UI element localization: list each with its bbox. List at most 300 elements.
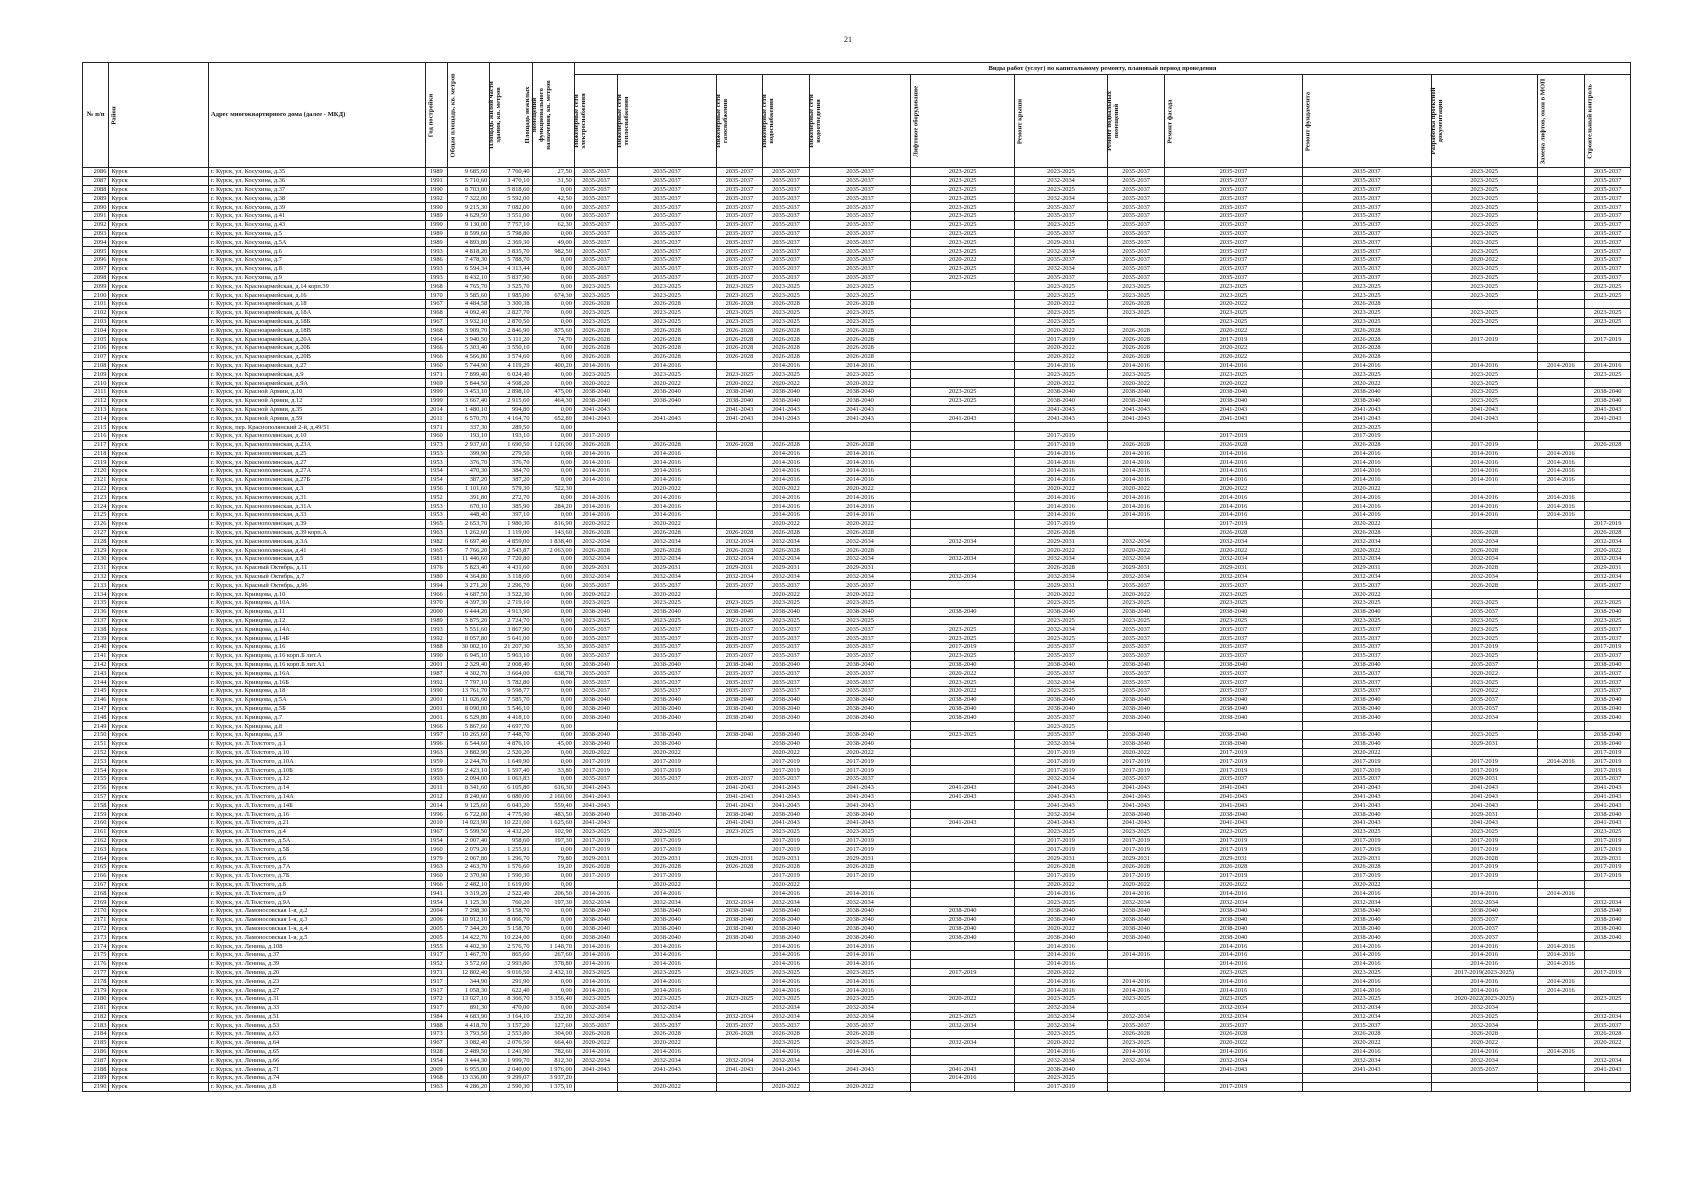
- table-cell: 2020-2022: [1165, 880, 1303, 889]
- table-cell: 2035-2037: [1108, 211, 1165, 220]
- table-cell: 2038-2040: [763, 915, 810, 924]
- table-cell: 2014-2016: [1108, 1047, 1165, 1056]
- table-cell: [1165, 722, 1303, 731]
- table-cell: 2014-2016: [574, 361, 617, 370]
- table-cell: 2041-2043: [809, 801, 911, 810]
- table-cell: 2041-2043: [1431, 783, 1537, 792]
- table-cell: 2035-2037: [618, 774, 716, 783]
- table-cell: Курск: [109, 854, 208, 863]
- table-cell: Курск: [109, 264, 208, 273]
- table-cell: 2014-2016: [1537, 502, 1585, 511]
- table-cell: г. Курск, ул. Краснополянская, д.31: [208, 493, 425, 502]
- table-cell: 2014-2016: [618, 467, 716, 476]
- table-cell: г. Курск, ул. Косухина, д.9: [208, 273, 425, 282]
- table-cell: Курск: [109, 915, 208, 924]
- table-cell: [1537, 572, 1585, 581]
- table-cell: Курск: [109, 1021, 208, 1030]
- table-cell: 2026-2028: [763, 335, 810, 344]
- table-cell: 2035-2037: [1585, 203, 1631, 212]
- table-cell: Курск: [109, 942, 208, 951]
- table-cell: 6 024,40: [490, 370, 532, 379]
- table-cell: 2035-2037: [1014, 713, 1107, 722]
- table-cell: 8 066,70: [490, 915, 532, 924]
- table-cell: 2038-2040: [1014, 915, 1107, 924]
- table-cell: 3 875,20: [447, 616, 489, 625]
- table-cell: 2017-2019: [1431, 440, 1537, 449]
- table-cell: 2 482,10: [447, 880, 489, 889]
- table-cell: [716, 757, 763, 766]
- table-cell: 891,30: [447, 1003, 489, 1012]
- table-cell: 2038-2040: [1014, 906, 1107, 915]
- table-cell: Курск: [109, 827, 208, 836]
- table-cell: 2038-2040: [618, 933, 716, 942]
- table-cell: 2035-2037: [618, 238, 716, 247]
- table-cell: 2035-2037: [716, 176, 763, 185]
- table-cell: 2014-2016: [574, 467, 617, 476]
- table-cell: 2035-2037: [618, 194, 716, 203]
- table-cell: 2035-2037: [716, 1021, 763, 1030]
- table-cell: 0,00: [532, 264, 574, 273]
- table-cell: 2023-2025: [618, 968, 716, 977]
- table-cell: 2014-2016: [1431, 511, 1537, 520]
- table-cell: [1537, 1074, 1585, 1083]
- table-cell: 2 993,80: [490, 959, 532, 968]
- table-cell: 2035-2037: [618, 643, 716, 652]
- table-cell: 2023-2025: [574, 291, 617, 300]
- table-cell: 2035-2037: [574, 625, 617, 634]
- table-cell: 2023-2025: [763, 291, 810, 300]
- table-cell: 2 543,87: [490, 546, 532, 555]
- table-cell: 2035-2037: [1302, 185, 1431, 194]
- table-cell: 2035-2037: [1108, 220, 1165, 229]
- table-cell: 0,00: [532, 352, 574, 361]
- table-cell: Курск: [109, 616, 208, 625]
- table-cell: 2035-2037: [763, 643, 810, 652]
- table-cell: 2035-2037: [1302, 651, 1431, 660]
- table-cell: 2020-2022: [763, 484, 810, 493]
- table-row: [83, 361, 1631, 370]
- table-row: [83, 959, 1631, 968]
- table-cell: 2014-2016: [618, 449, 716, 458]
- table-cell: 2023-2025: [1302, 827, 1431, 836]
- table-cell: [911, 405, 1015, 414]
- table-cell: 2032-2034: [763, 555, 810, 564]
- table-cell: 2035-2037: [1302, 678, 1431, 687]
- table-cell: 2026-2028: [763, 1030, 810, 1039]
- table-cell: 2026-2028: [1431, 581, 1537, 590]
- table-cell: 2026-2028: [763, 440, 810, 449]
- table-cell: 2168: [83, 889, 109, 898]
- table-cell: 2035-2037: [1014, 211, 1107, 220]
- table-cell: 2026-2028: [763, 528, 810, 537]
- table-cell: 2026-2028: [1302, 299, 1431, 308]
- table-cell: 2035-2037: [618, 220, 716, 229]
- table-cell: 0,00: [532, 757, 574, 766]
- table-cell: 2020-2022: [1014, 299, 1107, 308]
- table-cell: 2035-2037: [763, 176, 810, 185]
- table-cell: [911, 484, 1015, 493]
- table-cell: 2181: [83, 1003, 109, 1012]
- table-cell: 2035-2037: [809, 678, 911, 687]
- table-cell: г. Курск, ул. Косухина, д.35: [208, 168, 425, 177]
- table-cell: 2026-2028: [1302, 528, 1431, 537]
- table-cell: 2035-2037: [574, 220, 617, 229]
- table-cell: 1953: [425, 511, 447, 520]
- table-cell: 4 765,70: [447, 282, 489, 291]
- table-cell: 2014-2016: [1165, 475, 1303, 484]
- table-cell: 2032-2034: [1585, 572, 1631, 581]
- table-cell: 2038-2040: [809, 933, 911, 942]
- table-cell: 2038-2040: [1108, 387, 1165, 396]
- table-cell: [1108, 317, 1165, 326]
- table-cell: 2175: [83, 950, 109, 959]
- table-cell: 2014-2016: [911, 1074, 1015, 1083]
- table-cell: 1965: [425, 546, 447, 555]
- table-cell: 2020-2022: [574, 519, 617, 528]
- table-cell: 2041-2043: [911, 818, 1015, 827]
- table-row: [83, 220, 1631, 229]
- table-cell: 2035-2037: [1165, 273, 1303, 282]
- table-cell: 337,30: [447, 423, 489, 432]
- table-cell: 2038-2040: [1302, 660, 1431, 669]
- table-cell: 2176: [83, 959, 109, 968]
- col-header-work-0: Инженерные сети электроснабжения: [574, 75, 617, 168]
- table-cell: [574, 880, 617, 889]
- table-row: [83, 625, 1631, 634]
- table-cell: Курск: [109, 590, 208, 599]
- table-cell: 2026-2028: [1165, 1030, 1303, 1039]
- table-cell: 5 963,10: [490, 651, 532, 660]
- table-row: [83, 326, 1631, 335]
- table-cell: 2020-2022: [618, 590, 716, 599]
- table-cell: 2035-2037: [763, 194, 810, 203]
- table-cell: г. Курск, ул. Косухина, д.6: [208, 247, 425, 256]
- table-cell: 2020-2022: [1165, 326, 1303, 335]
- table-cell: 2035-2037: [1165, 220, 1303, 229]
- table-cell: 2032-2034: [763, 1056, 810, 1065]
- table-cell: 2014-2016: [1537, 493, 1585, 502]
- table-cell: 2023-2025: [1165, 616, 1303, 625]
- table-cell: 2023-2025: [1165, 291, 1303, 300]
- table-cell: 2035-2037: [763, 220, 810, 229]
- table-cell: 2032-2034: [1108, 1056, 1165, 1065]
- table-cell: 2111: [83, 387, 109, 396]
- table-cell: 2026-2028: [618, 862, 716, 871]
- table-cell: 2032-2034: [618, 1056, 716, 1065]
- table-cell: 2035-2037: [1302, 176, 1431, 185]
- col-header-address: Адрес многоквартирного дома (далее - МКД): [208, 63, 425, 168]
- table-cell: 2035-2037: [1302, 247, 1431, 256]
- table-cell: г. Курск, ул. Красноармейская, д.18Б: [208, 317, 425, 326]
- table-cell: 2035-2037: [763, 1021, 810, 1030]
- table-cell: 2032-2034: [1302, 898, 1431, 907]
- table-row: [83, 660, 1631, 669]
- table-cell: 2014-2016: [574, 889, 617, 898]
- table-cell: Курск: [109, 528, 208, 537]
- table-cell: [716, 519, 763, 528]
- table-cell: 2038-2040: [618, 607, 716, 616]
- table-cell: [1537, 546, 1585, 555]
- table-row: [83, 467, 1631, 476]
- table-cell: 875,60: [532, 326, 574, 335]
- table-cell: 2014-2016: [1431, 942, 1537, 951]
- table-cell: г. Курск, ул. Л.Толстого, д.8: [208, 880, 425, 889]
- table-cell: 2038-2040: [716, 906, 763, 915]
- table-cell: 6 043,20: [490, 801, 532, 810]
- table-cell: [1585, 959, 1631, 968]
- table-cell: г. Курск, ул. Ленина, д.65: [208, 1047, 425, 1056]
- table-cell: г. Курск, ул. Красноармейская, д.9А: [208, 379, 425, 388]
- table-cell: 1963: [425, 528, 447, 537]
- table-cell: 2014-2016: [1165, 493, 1303, 502]
- table-cell: 2041-2043: [1585, 783, 1631, 792]
- table-cell: 2017-2019: [1014, 431, 1107, 440]
- table-cell: 2029-2031: [1014, 537, 1107, 546]
- table-row: [83, 405, 1631, 414]
- col-header-work-3: Инженерные сети водоснабжения: [763, 75, 810, 168]
- table-cell: Курск: [109, 361, 208, 370]
- table-cell: 2035-2037: [574, 1021, 617, 1030]
- table-row: [83, 238, 1631, 247]
- table-cell: г. Курск, ул. Красноармейская, д.20Б: [208, 343, 425, 352]
- table-cell: 2014-2016: [618, 502, 716, 511]
- table-cell: 2023-2025: [1431, 678, 1537, 687]
- table-cell: 2029-2031: [1165, 563, 1303, 572]
- table-cell: 2026-2028: [809, 1030, 911, 1039]
- table-cell: Курск: [109, 783, 208, 792]
- table-cell: 2020-2022: [809, 590, 911, 599]
- table-cell: 0,00: [532, 986, 574, 995]
- table-cell: 2026-2028: [574, 343, 617, 352]
- table-cell: 2035-2037: [1302, 194, 1431, 203]
- table-cell: Курск: [109, 1065, 208, 1074]
- table-cell: 2038-2040: [716, 704, 763, 713]
- table-cell: Курск: [109, 924, 208, 933]
- table-cell: [716, 880, 763, 889]
- table-cell: 2160: [83, 818, 109, 827]
- table-cell: 2032-2034: [1302, 1003, 1431, 1012]
- table-cell: 2017-2019: [1108, 845, 1165, 854]
- table-cell: 2029-2031: [1108, 854, 1165, 863]
- table-cell: 127,60: [532, 1021, 574, 1030]
- table-cell: 2032-2034: [618, 572, 716, 581]
- table-cell: 2023-2025: [1165, 590, 1303, 599]
- table-cell: 2014-2016: [763, 458, 810, 467]
- table-cell: [716, 722, 763, 731]
- table-cell: [1537, 607, 1585, 616]
- table-cell: [1585, 502, 1631, 511]
- table-cell: 2023-2025: [911, 731, 1015, 740]
- table-cell: 2035-2037: [1165, 678, 1303, 687]
- table-cell: [911, 511, 1015, 520]
- table-cell: 483,50: [532, 810, 574, 819]
- table-cell: 2017-2019(2023-2025): [1431, 968, 1537, 977]
- table-cell: 2026-2028: [763, 326, 810, 335]
- table-cell: 2001: [425, 660, 447, 669]
- table-cell: 2035-2037: [1431, 924, 1537, 933]
- table-cell: Курск: [109, 634, 208, 643]
- table-cell: г. Курск, ул. Л.Толстого, д.5Б: [208, 845, 425, 854]
- table-cell: 2035-2037: [716, 211, 763, 220]
- table-cell: 3 157,20: [490, 1021, 532, 1030]
- table-cell: 2 369,30: [490, 238, 532, 247]
- table-cell: [1537, 194, 1585, 203]
- table-cell: 2035-2037: [618, 264, 716, 273]
- table-cell: 0,00: [532, 185, 574, 194]
- table-cell: [1585, 352, 1631, 361]
- table-cell: 2023-2025: [1431, 247, 1537, 256]
- table-cell: 2026-2028: [1431, 1030, 1537, 1039]
- table-cell: 5 788,70: [490, 255, 532, 264]
- table-cell: 2032-2034: [716, 898, 763, 907]
- table-cell: 2014-2016: [1014, 458, 1107, 467]
- table-cell: 11 026,60: [447, 695, 489, 704]
- table-cell: 2026-2028: [618, 335, 716, 344]
- table-cell: 2128: [83, 537, 109, 546]
- table-cell: 522,30: [532, 484, 574, 493]
- table-cell: Курск: [109, 599, 208, 608]
- table-cell: [1537, 563, 1585, 572]
- table-cell: [716, 475, 763, 484]
- table-cell: 5 546,10: [490, 704, 532, 713]
- table-cell: [911, 440, 1015, 449]
- table-cell: Курск: [109, 977, 208, 986]
- table-cell: 0,00: [532, 317, 574, 326]
- table-cell: 1992: [425, 634, 447, 643]
- table-cell: 1990: [425, 185, 447, 194]
- table-cell: [1108, 519, 1165, 528]
- table-cell: 2041-2043: [1108, 414, 1165, 423]
- table-cell: г. Курск, ул. Кривцова, д.9: [208, 731, 425, 740]
- table-cell: 9 685,60: [447, 168, 489, 177]
- table-cell: [911, 827, 1015, 836]
- table-cell: 2035-2037: [763, 185, 810, 194]
- table-cell: 1954: [425, 898, 447, 907]
- table-cell: 2038-2040: [618, 739, 716, 748]
- table-cell: 0,00: [532, 458, 574, 467]
- table-cell: 1973: [425, 1030, 447, 1039]
- table-cell: 2041-2043: [1014, 405, 1107, 414]
- table-cell: 2017-2019: [1431, 766, 1537, 775]
- table-cell: 0,00: [532, 343, 574, 352]
- repair-schedule-sheet: [82, 62, 1631, 1092]
- table-row: [83, 810, 1631, 819]
- table-cell: 2017-2019: [1431, 845, 1537, 854]
- table-cell: 1917: [425, 950, 447, 959]
- table-cell: 2023-2025: [809, 291, 911, 300]
- table-cell: 1 241,90: [490, 1047, 532, 1056]
- table-row: [83, 643, 1631, 652]
- table-cell: Курск: [109, 238, 208, 247]
- table-cell: 2020-2022: [1014, 546, 1107, 555]
- table-cell: Курск: [109, 731, 208, 740]
- table-cell: 2014-2016: [1302, 511, 1431, 520]
- table-cell: 2020-2022: [1108, 546, 1165, 555]
- table-cell: 2035-2037: [716, 247, 763, 256]
- table-cell: 2023-2025: [716, 827, 763, 836]
- table-cell: 2023-2025: [1431, 291, 1537, 300]
- table-cell: 3 082,40: [447, 1038, 489, 1047]
- table-cell: 2038-2040: [716, 810, 763, 819]
- table-cell: 2029-2031: [1014, 854, 1107, 863]
- table-cell: 2023-2025: [1585, 370, 1631, 379]
- table-cell: 2014-2016: [763, 511, 810, 520]
- table-cell: 2023-2025: [763, 317, 810, 326]
- table-cell: 2035-2037: [763, 774, 810, 783]
- table-cell: 2035-2037: [1014, 731, 1107, 740]
- table-cell: 2017-2019: [1165, 431, 1303, 440]
- table-cell: 2035-2037: [574, 176, 617, 185]
- table-cell: г. Курск, ул. Красноармейская, д.20В: [208, 352, 425, 361]
- table-cell: 2023-2025: [1165, 282, 1303, 291]
- table-row: [83, 871, 1631, 880]
- table-cell: [1585, 326, 1631, 335]
- table-cell: 2174: [83, 942, 109, 951]
- table-cell: 2038-2040: [1014, 704, 1107, 713]
- table-cell: 2026-2028: [1108, 352, 1165, 361]
- table-cell: [1537, 1030, 1585, 1039]
- table-row: [83, 942, 1631, 951]
- table-cell: 3 585,60: [447, 291, 489, 300]
- table-cell: 2038-2040: [763, 660, 810, 669]
- table-cell: 2 827,70: [490, 308, 532, 317]
- table-cell: [911, 810, 1015, 819]
- table-cell: 2020-2022: [1165, 1038, 1303, 1047]
- table-cell: 2038-2040: [911, 915, 1015, 924]
- table-cell: г. Курск, ул. Кривцова, д.14А: [208, 625, 425, 634]
- table-cell: 2023-2025: [574, 308, 617, 317]
- table-cell: 2032-2034: [809, 555, 911, 564]
- table-cell: 2035-2037: [763, 678, 810, 687]
- table-cell: 2014-2016: [618, 942, 716, 951]
- table-cell: г. Курск, ул. Л.Толстого, д.9: [208, 889, 425, 898]
- table-cell: 2035-2037: [574, 634, 617, 643]
- table-cell: 2026-2028: [618, 546, 716, 555]
- table-cell: [1537, 282, 1585, 291]
- table-cell: 2029-2031: [763, 854, 810, 863]
- table-cell: 0,00: [532, 871, 574, 880]
- table-row: [83, 783, 1631, 792]
- table-cell: [809, 880, 911, 889]
- table-cell: Курск: [109, 1082, 208, 1091]
- table-row: [83, 977, 1631, 986]
- table-cell: 2026-2028: [1108, 862, 1165, 871]
- table-cell: 1963: [425, 748, 447, 757]
- table-cell: 2014-2016: [1108, 950, 1165, 959]
- table-row: [83, 1030, 1631, 1039]
- table-cell: 2032-2034: [574, 537, 617, 546]
- table-cell: 2023-2025: [911, 387, 1015, 396]
- table-cell: 2032-2034: [911, 572, 1015, 581]
- table-cell: 2017-2019: [1302, 766, 1431, 775]
- table-cell: 2001: [425, 695, 447, 704]
- table-cell: [1537, 352, 1585, 361]
- table-cell: 3 111,20: [490, 335, 532, 344]
- table-cell: 2014-2016: [1108, 361, 1165, 370]
- table-cell: 2023-2025: [1014, 634, 1107, 643]
- table-cell: 2014-2016: [809, 467, 911, 476]
- table-cell: 1953: [425, 449, 447, 458]
- table-cell: 1994: [425, 581, 447, 590]
- table-cell: 2035-2037: [763, 211, 810, 220]
- table-cell: 2041-2043: [911, 1065, 1015, 1074]
- table-cell: 2026-2028: [1108, 335, 1165, 344]
- table-cell: [1108, 1082, 1165, 1091]
- table-cell: 2041-2043: [809, 792, 911, 801]
- table-cell: [574, 1074, 617, 1083]
- table-cell: 2017-2019: [1431, 871, 1537, 880]
- table-cell: 2023-2025: [1014, 317, 1107, 326]
